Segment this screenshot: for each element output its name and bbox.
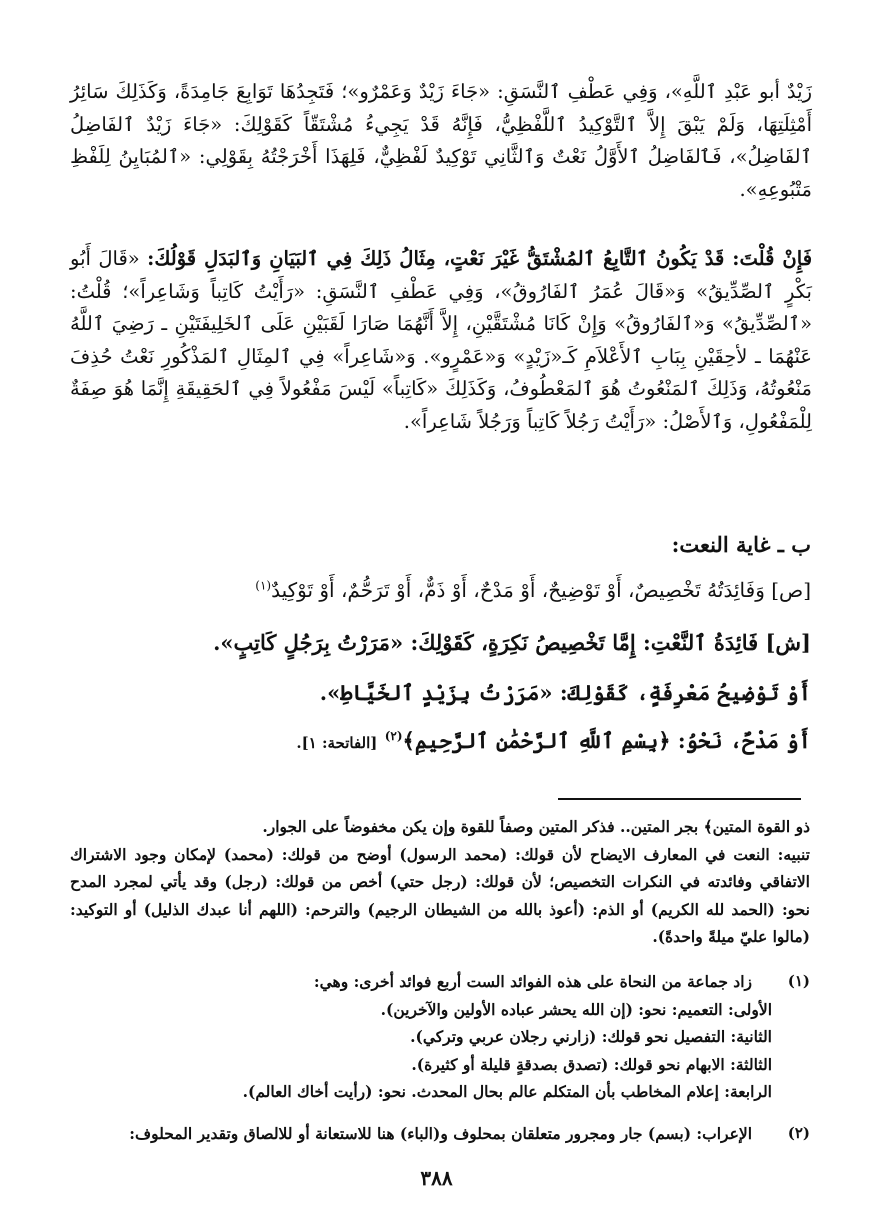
definition-text: [ص] وَفَائِدَتُهُ تَخْصِيصٌ، أَوْ تَوْضِيحٌ، أَوْ مَدْحٌ، أَوْ ذَمٌّ، أَوْ تَرَحُّمٌ، أَوْ تَوْكِيدٌ	[271, 578, 811, 602]
footnote-1-item: الثالثة: الابهام نحو قولك: (تصدق بصدقةٍ قليلة أو كثيرة).	[411, 1054, 772, 1074]
text-line-clarification: أَوْ تَوْضِيحُ مَعْرِفَةٍ، كَقَوْلِكَ: «مَرَرْتُ بِزَيْدٍ ٱلخَيَّاطِ».	[319, 680, 811, 705]
footnote-continued	[70, 813, 810, 951]
footnote-1-number: (١)	[787, 972, 810, 990]
text-line-explanation: [ش] فَائِدَةُ ٱلنَّعْتِ: إِمَّا تَخْصِيصُ نَكِرَةٍ، كَقَوْلِكَ: «مَرَرْتُ بِرَجُلٍ كَاتِبٍ».	[213, 630, 811, 655]
footnote-continued-line: ذو القوة المتين﴾ بجر المتين.. فذكر المتين وصفاً للقوة وإن يكن مخفوضاً على الجوار.	[262, 817, 810, 836]
footnote-1-intro: زاد جماعة من النحاة على هذه الفوائد الست أربع فوائد أخرى: وهي:	[313, 972, 752, 991]
praise-text: أَوْ مَدْحٌ، نَحْوُ: ﴿بِسْمِ ٱللَّهِ ٱلرَّحْمَٰنِ ٱلرَّحِيمِ﴾	[402, 728, 811, 753]
paragraph-2-lead: فَإِنْ قُلْتَ: قَدْ يَكُونُ ٱلتَّابِعُ ٱلمُشْتَقُّ غَيْرَ نَعْتٍ، مِثَالُ ذَلِكَ فِي ٱلبَيَانِ وَٱلبَدَلِ قَوْلُكَ:	[147, 247, 813, 270]
footnote-note-paragraph: تنبيه: النعت في المعارف الايضاح لأن قولك: (محمد الرسول) أوضح من قولك: (محمد) لإمكان وجود الاشتراك الاتفاقي وفائدته في النكرات التخصيص؛ لأن قولك: (رجل حتي) أخص من قولك: (رجل) وقد يأتي لمجرد المدح نحو: (الحمد لله الكريم) أو الذم: (أعوذ بالله من الشيطان الرجيم) والترحم: (اللهم أنا عبدك الذليل) أو التوكيد: (مالوا عليّ ميلةً واحدةً).	[70, 844, 810, 946]
footnote-1-item: الأولى: التعميم: نحو: (إن الله يحشر عباده الأولين والآخرين).	[380, 999, 772, 1019]
quran-citation: [الفاتحة: ١].	[296, 734, 378, 752]
footnote-2-text: الإعراب: (بسم) جار ومجرور متعلقان بمحلوف و(الباء) هنا للاستعانة أو للالصاق وتقدير المحلوف:	[129, 1124, 752, 1143]
section-heading: ب ـ غاية النعت:	[671, 532, 811, 557]
footnote-ref-2: (٢)	[384, 729, 403, 743]
page-number: ٣٨٨	[420, 1166, 453, 1190]
footnote-1-intro-row	[70, 968, 810, 996]
body-paragraph-2	[70, 243, 812, 438]
footnote-2	[70, 1120, 810, 1148]
text-line-praise	[60, 728, 811, 753]
footnote-1-item: الرابعة: إعلام المخاطب بأن المتكلم عالم بحال المحدث. نحو: (رأيت أخاك العالم).	[242, 1082, 772, 1101]
footnote-1-item: الثانية: التفصيل نحو قولك: (زارني رجلان عربي وتركي).	[410, 1027, 772, 1046]
footnote-divider	[558, 798, 801, 800]
footnote-ref-1: (١)	[255, 578, 272, 593]
footnote-1	[70, 968, 810, 1106]
body-paragraph-1: زَيْدٌ أبو عَبْدِ ٱللَّهِ»، وَفِي عَطْفِ ٱلنَّسَقِ: «جَاءَ زَيْدٌ وَعَمْرٌو»؛ فَتَجِدُهَا تَوَابِعَ جَامِدَةً، وَكَذَلِكَ سَائِرُ أَمْثِلَتِهَا، وَلَمْ يَبْقَ إِلاَّ ٱلتَّوْكِيدُ ٱللَّفْظِيُّ، فَإِنَّهُ قَدْ يَجِيءُ مُشْتَقّاً كَقَوْلِكَ: «جَاءَ زَيْدٌ ٱلفَاضِلُ ٱلفَاضِلُ»، فَٱلفَاضِلُ ٱلأَوَّلُ نَعْتٌ وَٱلثَّانِي تَوْكِيدٌ لَفْظِيٌّ، فَلِهَذَا أَخْرَجْتُهُ بِقَوْلِي: «ٱلمُبَايِنُ لِلَفْظِ مَتْبُوعِهِ».	[70, 80, 812, 201]
text-line-definition	[60, 578, 811, 602]
footnote-2-number: (٢)	[787, 1124, 810, 1142]
paragraph-2-rest: «قَالَ أَبُو بَكْرٍ ٱلصِّدِّيقُ» وَ«قَالَ عُمَرُ ٱلفَارُوقُ»، وَفِي عَطْفِ ٱلنَّسَقِ: «رَأَيْتُ كَاتِباً وَشَاعِراً»؛ قُلْتُ: «ٱلصِّدِّيقُ» وَ«ٱلفَارُوقُ» وَإِنْ كَانَا مُشْتَقَّيْنِ، إِلاَّ أَنَّهُمَا صَارَا لَقَبَيْنِ عَلَى ٱلخَلِيفَتَيْنِ ـ رَضِيَ ٱللَّهُ عَنْهُمَا ـ لأحِقَيْنِ بِبَابِ ٱلأَعْلاَمِ كَـ«زَيْدٍ» وَ«عَمْرٍو». وَ«شَاعِراً» فِي ٱلمِثَالِ ٱلمَذْكُورِ نَعْتُ حُذِفَ مَنْعُوتُهُ، وَذَلِكَ ٱلمَنْعُوتُ هُوَ ٱلمَعْطُوفُ، وَكَذَلِكَ «كَاتِباً» لَيْسَ مَفْعُولاً فِي ٱلحَقِيقَةِ إِنَّمَا هُوَ صِفَةٌ لِلْمَفْعُولِ، وَٱلأَصْلُ: «رَأَيْتُ رَجُلاً كَاتِباً وَرَجُلاً شَاعِراً».	[70, 247, 812, 433]
